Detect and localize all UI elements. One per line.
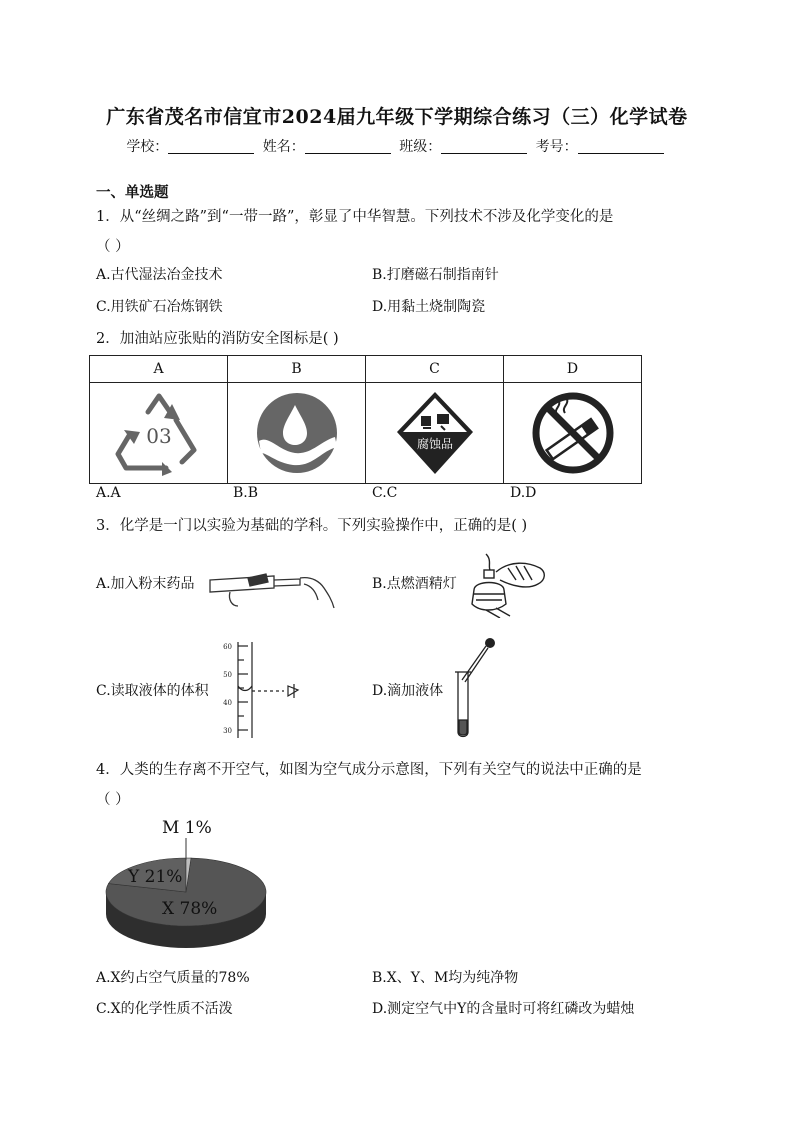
q3-option-d[interactable]: D.滴加液体 xyxy=(372,683,444,699)
tick-label: 50 xyxy=(223,671,232,679)
class-blank[interactable] xyxy=(441,139,527,154)
tick-label: 40 xyxy=(223,699,232,707)
sign-cell-a xyxy=(90,383,228,484)
q4-option-b[interactable]: B.X、Y、M均为纯净物 xyxy=(372,970,519,986)
sign-header-b: B xyxy=(228,356,366,383)
powder-test-tube-illustration xyxy=(208,560,338,610)
q3-option-a[interactable]: A.加入粉末药品 xyxy=(96,576,195,592)
dropper-tube-illustration xyxy=(450,636,500,740)
tick-label: 30 xyxy=(223,727,232,735)
school-blank[interactable] xyxy=(168,139,254,154)
q3-stem: 3．化学是一门以实验为基础的学科。下列实验操作中，正确的是( ) xyxy=(96,518,528,534)
sign-cell-c xyxy=(366,383,504,484)
q2-option-a[interactable]: A.A xyxy=(96,485,121,501)
q2-option-d[interactable]: D.D xyxy=(510,485,537,501)
tick-label: 60 xyxy=(223,643,232,651)
q3-option-b[interactable]: B.点燃酒精灯 xyxy=(372,576,457,592)
name-label: 姓名： xyxy=(262,139,305,155)
page-title: 广东省茂名市信宜市2024届九年级下学期综合练习（三）化学试卷 xyxy=(106,106,688,128)
air-composition-pie-chart xyxy=(100,812,274,958)
q4-option-c[interactable]: C.X的化学性质不活泼 xyxy=(96,1001,233,1017)
sign-header-c: C xyxy=(366,356,504,383)
q4-option-a[interactable]: A.X约占空气质量的78% xyxy=(96,970,250,986)
safety-sign-table xyxy=(89,355,642,484)
sign-header-a: A xyxy=(90,356,228,383)
q1-paren: （ ） xyxy=(96,239,130,255)
water-drop-icon xyxy=(255,391,339,475)
sign-header-d: D xyxy=(504,356,642,383)
class-label: 班级： xyxy=(399,139,442,155)
school-label: 学校： xyxy=(126,139,169,155)
name-blank[interactable] xyxy=(305,139,391,154)
q3-option-c[interactable]: C.读取液体的体积 xyxy=(96,683,209,699)
q1-option-b[interactable]: B.打磨磁石制指南针 xyxy=(372,267,499,283)
q4-paren: （ ） xyxy=(96,792,130,808)
q1-stem: 1．从“丝绸之路”到“一带一路”，彰显了中华智慧。下列技术不涉及化学变化的是 xyxy=(96,209,614,225)
q1-option-c[interactable]: C.用铁矿石冶炼钢铁 xyxy=(96,299,223,315)
graduated-cylinder-illustration xyxy=(222,638,312,740)
recycling-number: 03 xyxy=(145,424,172,448)
pie-label-y: Y 21% xyxy=(128,867,183,887)
q1-option-d[interactable]: D.用黏土烧制陶瓷 xyxy=(372,299,486,315)
q2-stem: 2．加油站应张贴的消防安全图标是( ) xyxy=(96,331,339,347)
q2-option-b[interactable]: B.B xyxy=(233,485,259,501)
q1-option-a[interactable]: A.古代湿法冶金技术 xyxy=(96,267,223,283)
sign-cell-d xyxy=(504,383,642,484)
section-heading: 一、单选题 xyxy=(96,184,169,201)
sign-cell-b xyxy=(228,383,366,484)
pie-label-m: M 1% xyxy=(162,818,212,838)
corrosive-hazard-icon xyxy=(395,390,475,476)
exam-no-blank[interactable] xyxy=(578,139,664,154)
q4-option-d[interactable]: D.测定空气中Y的含量时可将红磷改为蜡烛 xyxy=(372,1001,635,1017)
pie-label-x: X 78% xyxy=(162,899,218,919)
corrosive-label: 腐蚀品 xyxy=(416,437,453,451)
alcohol-lamp-illustration xyxy=(466,550,550,618)
student-info-line xyxy=(0,136,794,156)
q4-stem: 4．人类的生存离不开空气，如图为空气成分示意图，下列有关空气的说法中正确的是 xyxy=(96,762,642,778)
exam-no-label: 考号： xyxy=(535,139,578,155)
recycling-03-icon xyxy=(114,390,204,476)
no-smoking-icon xyxy=(531,391,615,475)
q2-option-c[interactable]: C.C xyxy=(372,485,398,501)
